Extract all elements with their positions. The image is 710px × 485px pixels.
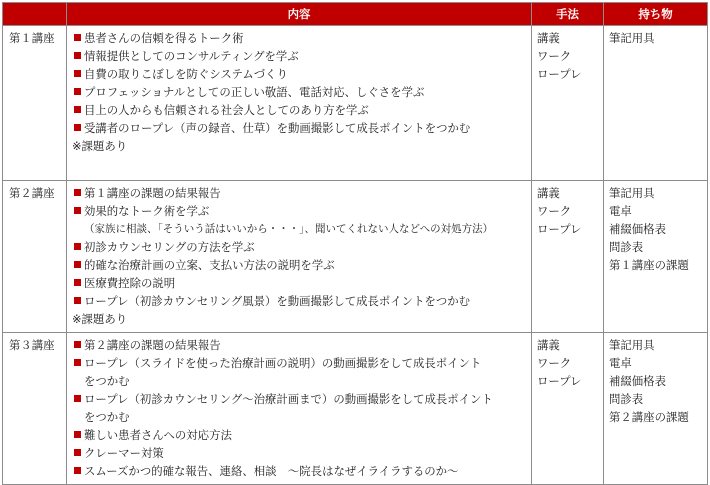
list-item-text: ロープレ（初診カウンセリング～治療計画まで）の動画撮影をして成長ポイント — [84, 392, 493, 406]
square-bullet-icon — [74, 70, 81, 77]
list-item — [72, 65, 526, 83]
method-item: ロープレ — [537, 374, 582, 388]
square-bullet-icon — [74, 124, 81, 131]
content-cell — [67, 333, 532, 485]
square-bullet-icon — [74, 359, 81, 366]
belonging-item: 第１講座の課題 — [609, 258, 689, 272]
square-bullet-icon — [74, 34, 81, 41]
list-item-text: 患者さんの信頼を得るトーク術 — [84, 31, 244, 45]
list-item — [72, 47, 526, 65]
list-item — [72, 202, 526, 220]
list-item-text: 受講者のロープレ（声の録音、仕草）を動画撮影して成長ポイントをつかむ — [84, 121, 471, 135]
course-body — [3, 26, 708, 485]
square-bullet-icon — [74, 431, 81, 438]
table-row — [3, 181, 708, 333]
course-table — [2, 2, 708, 485]
method-cell — [532, 333, 604, 485]
header-method: 手法 — [532, 3, 604, 26]
belonging-item: 筆記用具 — [609, 186, 655, 200]
list-item — [72, 390, 526, 408]
square-bullet-icon — [74, 52, 81, 59]
list-item — [72, 274, 526, 292]
header-lesson — [3, 3, 67, 26]
list-item-text: 的確な治療計画の立案、支払い方法の説明を学ぶ — [84, 258, 335, 272]
content-cell — [67, 26, 532, 181]
list-item-continuation: をつかむ — [84, 374, 130, 388]
list-item-text: 効果的なトーク術を学ぶ — [84, 204, 210, 218]
belonging-item: 電卓 — [609, 356, 632, 370]
method-item: ロープレ — [537, 67, 582, 81]
list-item — [72, 444, 526, 462]
square-bullet-icon — [74, 88, 81, 95]
list-item — [72, 354, 526, 372]
belongings-cell — [604, 26, 708, 181]
list-item-text: 第１講座の課題の結果報告 — [84, 186, 221, 200]
list-item — [72, 83, 526, 101]
square-bullet-icon — [74, 467, 81, 474]
list-item-text: 第２講座の課題の結果報告 — [84, 338, 221, 352]
list-item-text: ロープレ（初診カウンセリング風景）を動画撮影して成長ポイントをつかむ — [84, 294, 471, 308]
method-item: ワーク — [537, 49, 572, 63]
square-bullet-icon — [74, 261, 81, 268]
assignment-note: ※課題あり — [72, 139, 128, 153]
list-item — [72, 336, 526, 354]
belonging-item: 第２講座の課題 — [609, 410, 689, 424]
method-item: 講義 — [537, 186, 560, 200]
list-item — [72, 29, 526, 47]
method-cell — [532, 181, 604, 333]
list-item — [72, 101, 526, 119]
square-bullet-icon — [74, 189, 81, 196]
list-item-text: 自費の取りこぼしを防ぐシステムづくり — [84, 67, 288, 81]
assignment-note: ※課題あり — [72, 312, 128, 326]
square-bullet-icon — [74, 243, 81, 250]
list-item-text: スムーズかつ的確な報告、連絡、相談 ～院長はなぜイライラするのか～ — [84, 464, 459, 478]
header-row — [3, 3, 708, 26]
header-items: 持ち物 — [604, 3, 708, 26]
belonging-item: 補綴価格表 — [609, 374, 666, 388]
lesson-cell: 第２講座 — [3, 181, 67, 333]
table-row — [3, 333, 708, 485]
square-bullet-icon — [74, 297, 81, 304]
list-item-text: 医療費控除の説明 — [84, 276, 176, 290]
header-content: 内容 — [67, 3, 532, 26]
list-item-text: 初診カウンセリングの方法を学ぶ — [84, 240, 255, 254]
square-bullet-icon — [74, 395, 81, 402]
method-item: ワーク — [537, 356, 572, 370]
list-item-text: プロフェッショナルとしての正しい敬語、電話対応、しぐさを学ぶ — [84, 85, 425, 99]
square-bullet-icon — [74, 279, 81, 286]
list-item — [72, 256, 526, 274]
square-bullet-icon — [74, 449, 81, 456]
list-item — [72, 184, 526, 202]
method-item: 講義 — [537, 31, 560, 45]
table-row — [3, 26, 708, 181]
list-item — [72, 462, 526, 480]
lesson-cell: 第１講座 — [3, 26, 67, 181]
belongings-cell — [604, 181, 708, 333]
belonging-item: 問診表 — [609, 392, 644, 406]
square-bullet-icon — [74, 106, 81, 113]
square-bullet-icon — [74, 341, 81, 348]
list-item-text: 目上の人からも信頼される社会人としてのあり方を学ぶ — [84, 103, 369, 117]
content-cell — [67, 181, 532, 333]
method-item: ロープレ — [537, 222, 582, 236]
square-bullet-icon — [74, 207, 81, 214]
list-item — [72, 292, 526, 310]
belonging-item: 筆記用具 — [609, 338, 655, 352]
list-item — [72, 238, 526, 256]
sub-note: （家族に相談、「そういう話はいいから・・・」、聞いてくれない人などへの対処方法） — [84, 223, 494, 235]
belongings-cell — [604, 333, 708, 485]
belonging-item: 問診表 — [609, 240, 644, 254]
belonging-item: 電卓 — [609, 204, 632, 218]
belonging-item: 補綴価格表 — [609, 222, 666, 236]
method-item: ワーク — [537, 204, 572, 218]
method-item: 講義 — [537, 338, 560, 352]
list-item — [72, 426, 526, 444]
list-item-text: 難しい患者さんへの対応方法 — [84, 428, 232, 442]
list-item — [72, 119, 526, 137]
belonging-item: 筆記用具 — [609, 31, 655, 45]
list-item-continuation: をつかむ — [84, 410, 130, 424]
list-item-text: ロープレ（スライドを使った治療計画の説明）の動画撮影をして成長ポイント — [84, 356, 482, 370]
list-item-text: クレーマー対策 — [84, 446, 164, 460]
list-item-text: 情報提供としてのコンサルティングを学ぶ — [84, 49, 299, 63]
lesson-cell: 第３講座 — [3, 333, 67, 485]
method-cell — [532, 26, 604, 181]
